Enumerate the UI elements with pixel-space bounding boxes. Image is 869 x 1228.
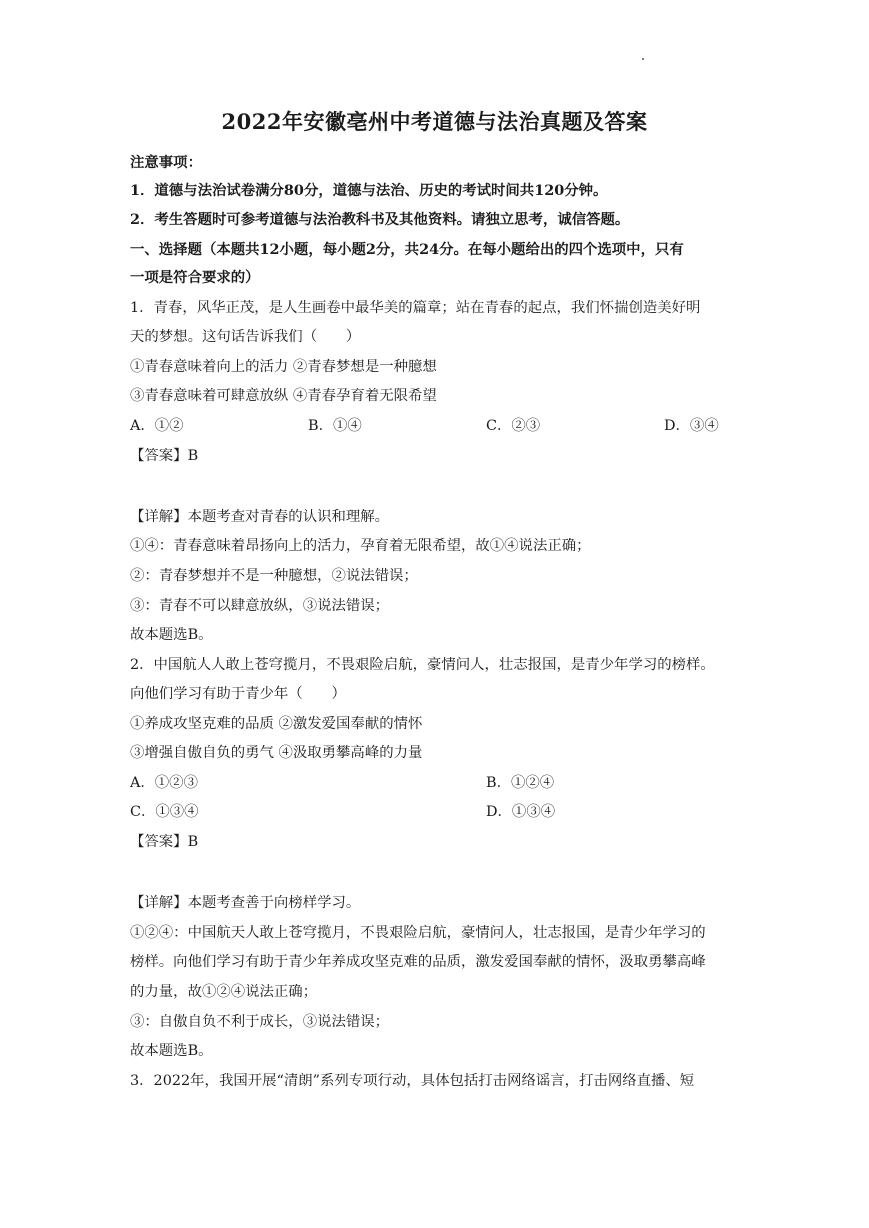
section-heading-line-1: 一、选择题（本题共12小题，每小题2分，共24分。在每小题给出的四个选项中，只有 <box>130 241 684 258</box>
q1-option-b: B．①④ <box>308 418 362 434</box>
q1-option-d: D．③④ <box>664 418 719 434</box>
q2-statements-2: ③增强自傲自负的勇气 ④汲取勇攀高峰的力量 <box>130 745 423 761</box>
q1-conclusion: 故本题选B。 <box>130 627 213 643</box>
q1-detail: 【详解】本题考查对青春的认识和理解。 <box>130 509 390 525</box>
q1-option-a: A．①② <box>130 418 184 434</box>
q2-stem-line-1: 2．中国航人人敢上苍穹揽月，不畏艰险启航，豪情问人，壮志报国，是青少年学习的榜样。 <box>130 657 715 673</box>
q1-answer: 【答案】B <box>130 448 199 464</box>
q2-option-b: B．①②④ <box>486 775 555 791</box>
q1-option-c: C．②③ <box>486 418 541 434</box>
q2-statements-1: ①养成攻坚克难的品质 ②激发爱国奉献的情怀 <box>130 716 423 732</box>
q2-option-c: C．①③④ <box>130 804 199 820</box>
q1-statements-1: ①青春意味着向上的活力 ②青春梦想是一种臆想 <box>130 359 437 375</box>
document-title: 2022年安徽亳州中考道德与法治真题及答案 <box>221 109 648 134</box>
q2-conclusion: 故本题选B。 <box>130 1043 213 1059</box>
q2-option-d: D．①③④ <box>486 804 556 820</box>
q1-explanation-2: ②：青春梦想并不是一种臆想，②说法错误； <box>130 568 418 584</box>
q2-detail: 【详解】本题考查善于向榜样学习。 <box>130 895 361 911</box>
section-heading-line-2: 一项是符合要求的） <box>130 269 260 286</box>
q1-explanation-1: ①④：青春意味着昂扬向上的活力，孕育着无限希望，故①④说法正确； <box>130 538 591 554</box>
page-mark <box>642 58 644 60</box>
q2-stem-line-2: 向他们学习有助于青少年（ ） <box>130 686 346 702</box>
q3-stem-line-1: 3．2022年，我国开展“清朗”系列专项行动，具体包括打击网络谣言，打击网络直播、短 <box>130 1073 695 1089</box>
q2-explanation-1c: 的力量，故①②④说法正确； <box>130 984 318 1000</box>
note-1: 1．道德与法治试卷满分80分，道德与法治、历史的考试时间共120分钟。 <box>130 182 608 199</box>
q1-statements-2: ③青春意味着可肆意放纵 ④青春孕育着无限希望 <box>130 388 437 404</box>
q1-stem-line-1: 1．青春，风华正茂，是人生画卷中最华美的篇章；站在青春的起点，我们怀揣创造美好明 <box>130 300 701 316</box>
q1-stem-line-2: 天的梦想。这句话告诉我们（ ） <box>130 329 361 345</box>
note-2: 2．考生答题时可参考道德与法治教科书及其他资料。请独立思考，诚信答题。 <box>130 211 630 228</box>
q2-option-a: A．①②③ <box>130 775 198 791</box>
q2-explanation-1b: 榜样。向他们学习有助于青少年养成攻坚克难的品质，激发爱国奉献的情怀，汲取勇攀高峰 <box>130 954 706 970</box>
q1-explanation-3: ③：青春不可以肆意放纵，③说法错误； <box>130 598 390 614</box>
q2-explanation-2: ③：自傲自负不利于成长，③说法错误； <box>130 1014 390 1030</box>
q2-answer: 【答案】B <box>130 834 199 850</box>
q2-explanation-1a: ①②④：中国航天人敢上苍穹揽月，不畏艰险启航，豪情问人，壮志报国，是青少年学习的 <box>130 925 706 941</box>
notes-heading: 注意事项： <box>130 154 202 171</box>
